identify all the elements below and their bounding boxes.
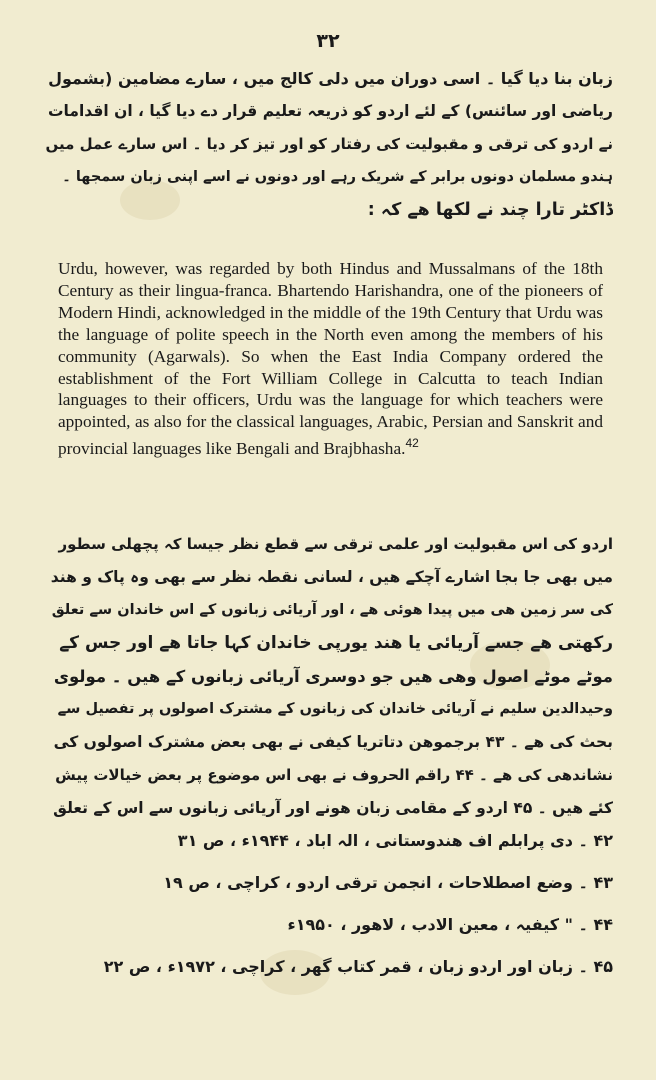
text-line: کئے ھیں ۔ ۴۵ اردو کے مقامی زبان ھونے اور آریائی زبانوں سے اس کے تعلق <box>53 799 613 817</box>
footnotes <box>45 820 613 988</box>
text-line: ڈاکٹر تارا چند نے لکھا ھے کہ : <box>367 200 613 220</box>
text-line: بحث کی ھے ۔ ۴۳ برجموھن دتاتریا کیفی نے بھی بعض مشترک اصولوں کی <box>53 733 613 751</box>
footnote: ۴۴ ۔ " کیفیہ ، معین الادب ، لاھور ، ۱۹۵۰ء <box>287 915 613 934</box>
quote-text: Urdu, however, was regarded by both Hindus and Mussalmans of the 18th Century as their lingua-franca. Bhartendo Harishandra, one of the pioneers of Modern Hindi, acknowledged in the middle of the 19th Century that Urdu was the language of polite speech in the North even among the members of his community (Agarwals). So when the East India Company ordered the establishment of the Fort William College in Calcutta to teach Indian languages to their officers, Urdu was the language for which teachers were appointed, as also for the classical languages, Arabic, Persian and Sanskrit and provincial languages like Bengali and Brajbhasha. <box>58 259 603 459</box>
footnote: ۴۲ ۔ دی پرابلم اف ھندوستانی ، الہ اباد ، ۱۹۴۴ء ، ص ۳۱ <box>177 831 613 850</box>
body-paragraph <box>45 528 613 825</box>
text-line: ریاضی اور سائنس) کے لئے اردو کو ذریعہ تعلیم قرار دے دیا گیا ، ان اقدامات <box>47 102 613 120</box>
text-line: وحیدالدین سلیم نے آریائی خاندان کی زبانوں کے مشترک اصولوں پر تفصیل سے <box>57 701 613 717</box>
footnote: ۴۳ ۔ وضع اصطلاحات ، انجمن ترقی اردو ، کراچی ، ص ۱۹ <box>163 873 613 892</box>
text-line: زبان بنا دیا گیا ۔ اسی دوران میں دلی کالج میں ، سارے مضامین (بشمول <box>48 69 613 88</box>
text-line: نے اردو کی ترقی و مقبولیت کی رفتار کو اور تیز کر دیا ۔ اس سارے عمل میں <box>45 135 613 153</box>
text-line: کی سر زمین ھی میں پیدا ھوئی ھے ، اور آریائی زبانوں کے اس خاندان سے تعلق <box>51 602 613 618</box>
intro-paragraph <box>45 62 613 227</box>
text-line: ہندو مسلمان دونوں برابر کے شریک رہے اور دونوں نے اسے اپنی زبان سمجھا ۔ <box>62 169 613 185</box>
footnote-reference: 42 <box>405 436 419 451</box>
text-line: رکھتی ھے جسے آریائی یا ھند یورپی خاندان کہا جاتا ھے اور جس کے <box>59 633 613 653</box>
text-line: موٹے موٹے اصول وھی ھیں جو دوسری آریائی زبانوں کے ھیں ۔ مولوی <box>53 667 613 686</box>
text-line: اردو کی اس مقبولیت اور علمی ترقی سے قطع نظر جیسا کہ پچھلی سطور <box>58 535 613 553</box>
text-line: میں بھی جا بجا اشارے آچکے ھیں ، لسانی نقطہ نظر سے بھی وہ پاک و ھند <box>50 568 613 586</box>
footnote: ۴۵ ۔ زبان اور اردو زبان ، قمر کتاب گھر ، کراچی ، ۱۹۷۲ء ، ص ۲۲ <box>103 957 613 976</box>
text-line: نشاندھی کی ھے ۔ ۴۴ راقم الحروف نے بھی اس موضوع پر بعض خیالات پیش <box>55 766 613 784</box>
english-block-quote <box>58 258 603 460</box>
page-number: ۳۲ <box>316 30 340 52</box>
